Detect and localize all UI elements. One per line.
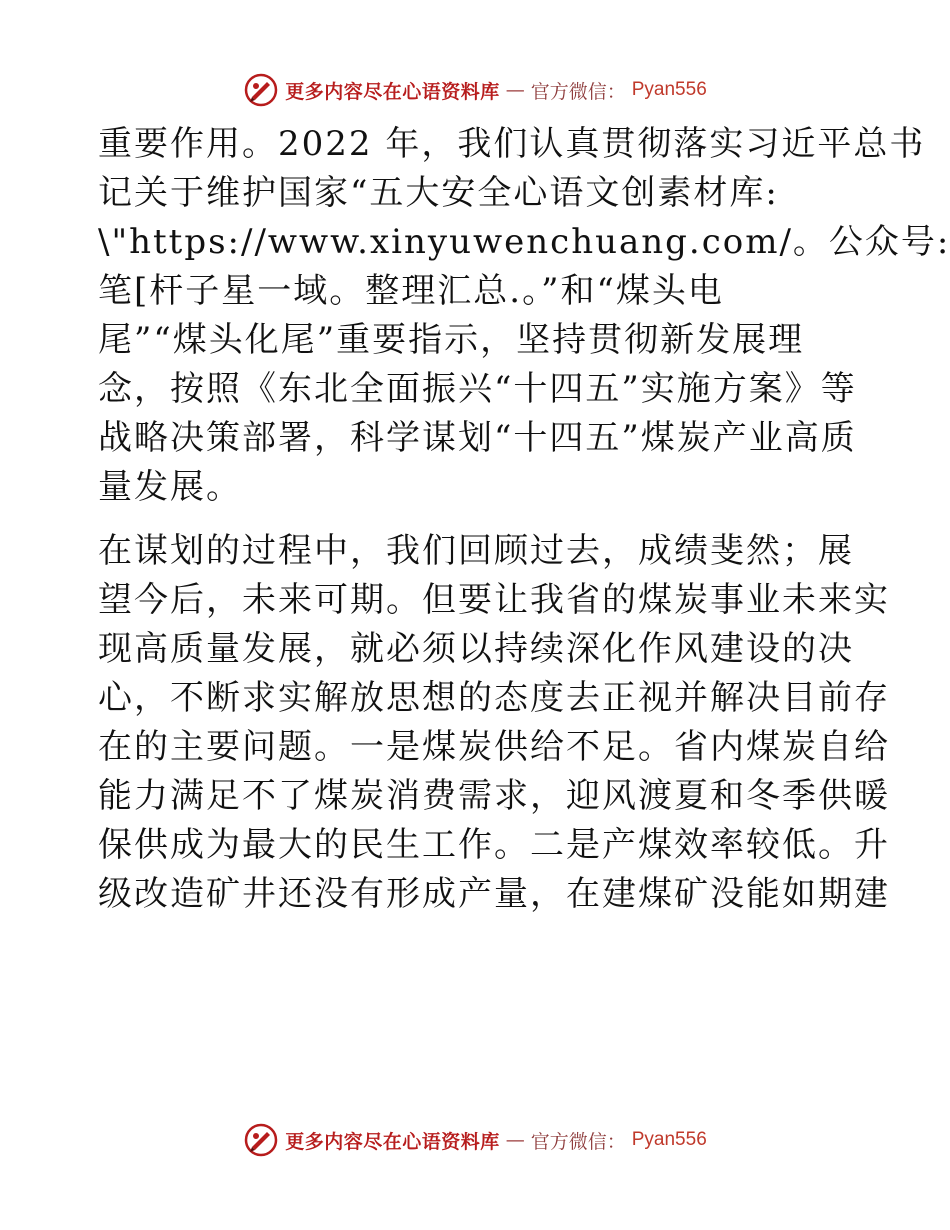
text-line: 保供成为最大的民生工作。二是产煤效率较低。升 bbox=[98, 825, 890, 865]
footer-watermark bbox=[0, 1120, 950, 1160]
paragraph-1 bbox=[98, 120, 950, 512]
watermark-official-label: 官方微信： bbox=[530, 1130, 626, 1153]
paragraph-2 bbox=[98, 527, 890, 919]
watermark-dash: — bbox=[505, 79, 525, 101]
text-line: 战略决策部署，科学谋划“十四五”煤炭产业高质 bbox=[98, 418, 857, 458]
text-line: \"https://www.xinyuwenchuang.com/。公众号: bbox=[98, 222, 950, 262]
text-line: 记关于维护国家“五大安全心语文创素材库: bbox=[98, 173, 779, 213]
text-line: 量发展。 bbox=[98, 467, 242, 507]
watermark-brand: 更多内容尽在心语资料库 bbox=[285, 1130, 500, 1153]
text-line: 在谋划的过程中，我们回顾过去，成绩斐然；展 bbox=[98, 531, 854, 571]
text-line: 心，不断求实解放思想的态度去正视并解决目前存 bbox=[98, 678, 890, 718]
pen-logo-icon bbox=[243, 1122, 279, 1158]
text-line: 现高质量发展，就必须以持续深化作风建设的决 bbox=[98, 629, 854, 669]
text-line: 望今后，未来可期。但要让我省的煤炭事业未来实 bbox=[98, 580, 890, 620]
text-line: 尾”“煤头化尾”重要指示，坚持贯彻新发展理 bbox=[98, 320, 805, 360]
header-watermark bbox=[0, 70, 950, 110]
text-line: 笔[杆子星一域。整理汇总.。”和“煤头电 bbox=[98, 271, 724, 311]
pen-logo-icon bbox=[243, 72, 279, 108]
watermark-official-label: 官方微信： bbox=[530, 80, 626, 103]
watermark-dash: — bbox=[505, 1129, 525, 1151]
text-line: 级改造矿井还没有形成产量，在建煤矿没能如期建 bbox=[98, 874, 890, 914]
watermark-brand: 更多内容尽在心语资料库 bbox=[285, 80, 500, 103]
watermark-wechat-id: Pyan556 bbox=[631, 79, 707, 100]
text-line: 重要作用。2022 年，我们认真贯彻落实习近平总书 bbox=[98, 124, 926, 164]
text-line: 能力满足不了煤炭消费需求，迎风渡夏和冬季供暖 bbox=[98, 776, 890, 816]
document-body bbox=[98, 120, 950, 919]
text-line: 在的主要问题。一是煤炭供给不足。省内煤炭自给 bbox=[98, 727, 890, 767]
text-line: 念，按照《东北全面振兴“十四五”实施方案》等 bbox=[98, 369, 857, 409]
watermark-wechat-id: Pyan556 bbox=[631, 1129, 707, 1150]
